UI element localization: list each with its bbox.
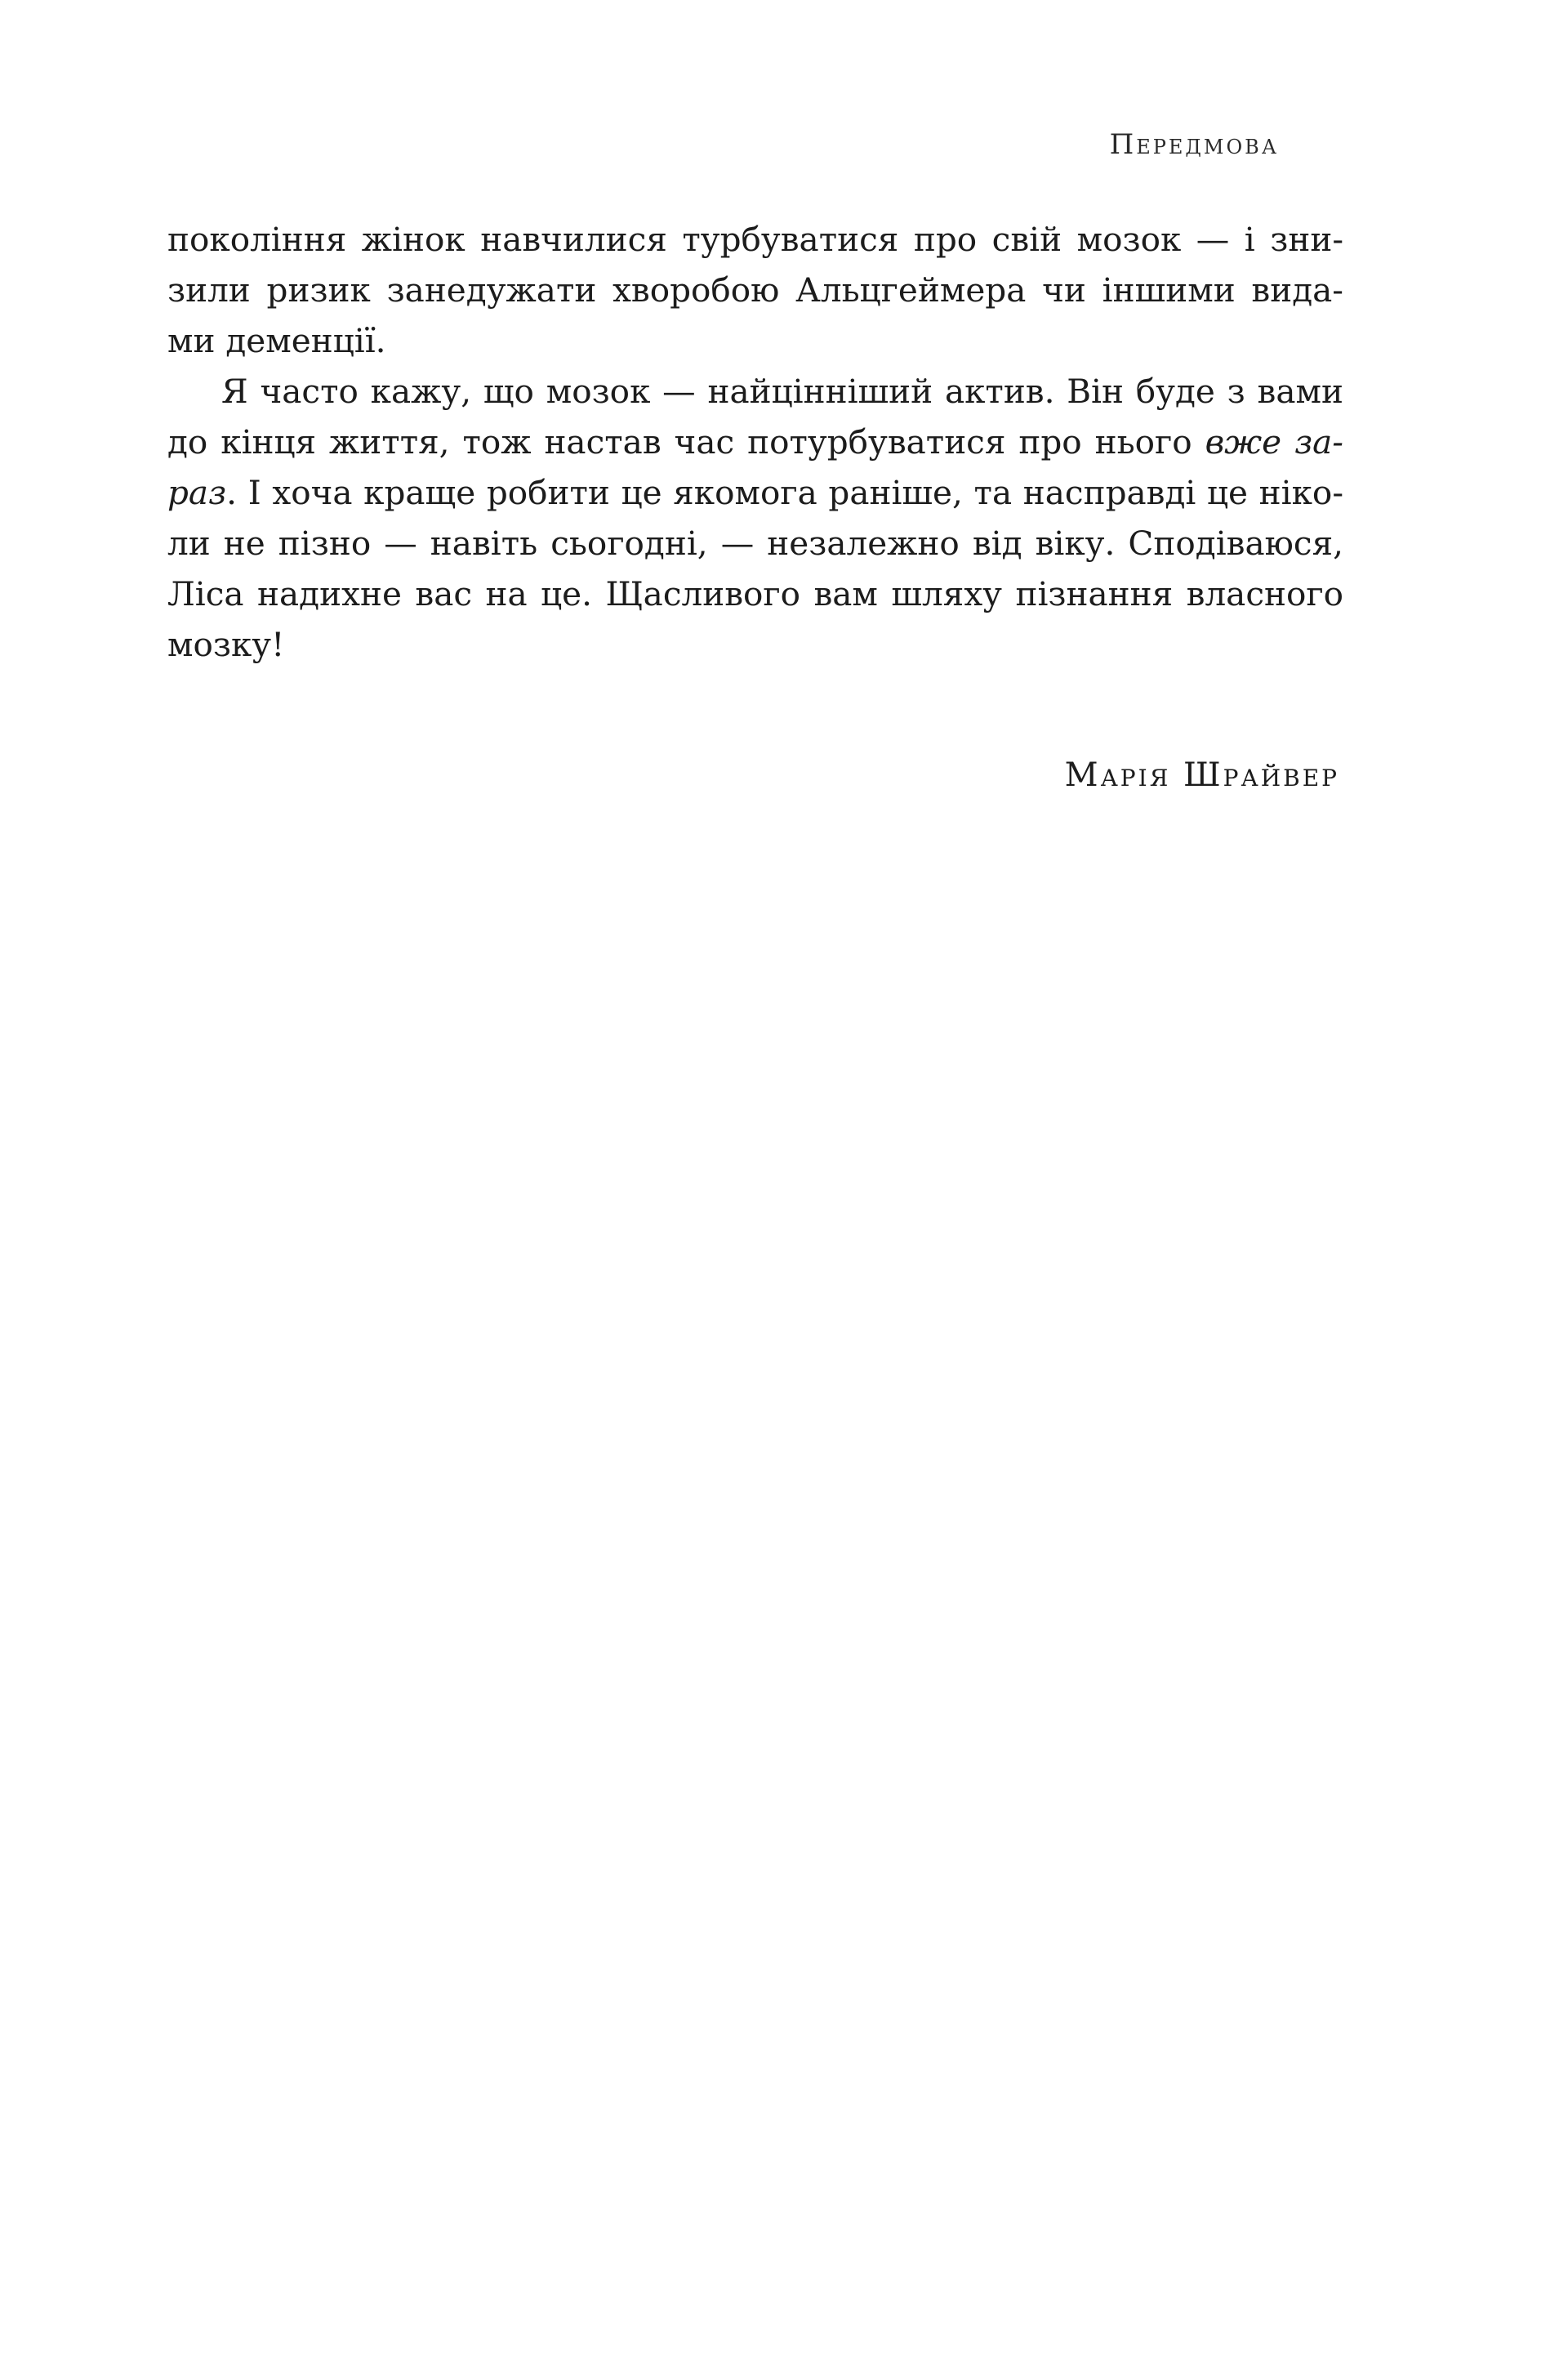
text-line: покоління жінок навчилися турбуватися про свій мозок — і зни- <box>167 220 1343 259</box>
emphasis-text: раз <box>167 473 227 512</box>
text-line-segment: . І хоча краще робити це якомога раніше, та насправді це ніко- <box>226 473 1343 512</box>
paragraph-1 <box>167 214 1343 366</box>
running-header: Передмова <box>1109 128 1279 161</box>
text-line <box>167 467 1343 518</box>
text-line <box>167 417 1343 467</box>
emphasis-text: вже за- <box>1205 422 1343 462</box>
text-line: Ліса надихне вас на це. Щасливого вам шляху пізнання власного <box>167 574 1343 613</box>
text-line-segment: до кінця життя, тож настав час потурбуватися про нього <box>167 422 1192 462</box>
text-line: зили ризик занедужати хворобою Альцгеймера чи іншими вида- <box>167 270 1343 310</box>
paragraph-2 <box>167 366 1343 670</box>
author-signature: Марія Шрайвер <box>1064 756 1339 794</box>
text-line: Я часто кажу, що мозок — найцінніший актив. Він буде з вами <box>221 372 1343 411</box>
body-text <box>167 214 1343 670</box>
text-line: мозку! <box>167 625 285 664</box>
text-line: ми деменції. <box>167 321 386 360</box>
text-line: ли не пізно — навіть сьогодні, — незалежно від віку. Сподіваюся, <box>167 524 1343 563</box>
